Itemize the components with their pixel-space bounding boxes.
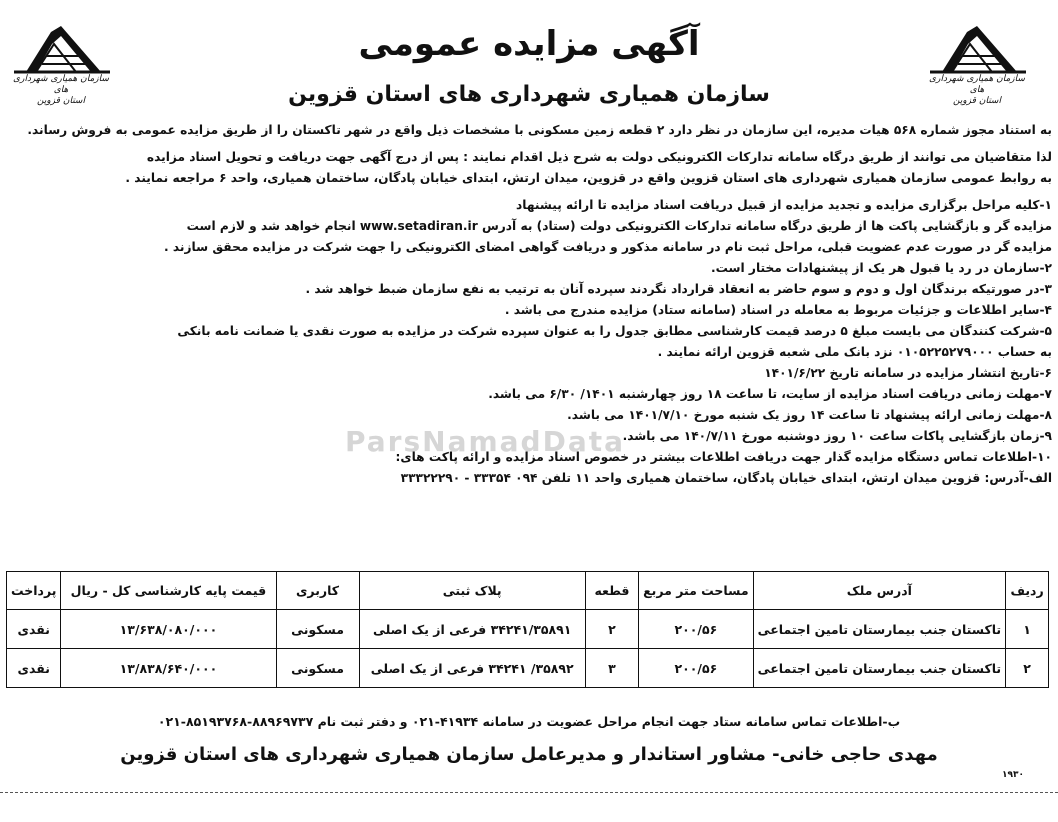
property-table <box>6 571 1049 688</box>
item-6: ۶-تاریخ انتشار مزایده در سامانه تاریخ ۱۴۰۱/۶/۲۲ <box>764 366 1052 380</box>
cell-row-number: ۱ <box>1006 610 1049 649</box>
item-1-line-1: ۱-کلیه مراحل برگزاری مزایده و تجدید مزایده از قبیل دریافت اسناد مزایده تا ارائه پیشنهاد <box>515 198 1052 212</box>
instructions-line-1: لذا متقاضیان می توانند از طریق درگاه سامانه تدارکات الکترونیکی دولت به شرح ذیل اقدام نمایند : پس از درج آگهی جهت دریافت و تحویل اسناد مزایده <box>146 150 1052 164</box>
item-5-line-2: به حساب ۰۱۰۵۲۲۵۲۷۹۰۰۰ نزد بانک ملی شعبه قزوین ارائه نمایند . <box>657 345 1052 359</box>
logo-caption-sub: استان قزوین <box>953 96 1001 106</box>
item-10: ۱۰-اطلاعات تماس دستگاه مزایده گذار جهت دریافت اطلاعات بیشتر در خصوص اسناد مزایده و ارائه پاکت های: <box>395 450 1052 464</box>
table-row <box>7 610 1049 649</box>
cell-payment: نقدی <box>7 649 61 688</box>
cell-payment: نقدی <box>7 610 61 649</box>
col-header-payment: پرداخت <box>7 572 61 610</box>
col-header-registration: پلاک ثبتی <box>359 572 585 610</box>
col-header-plot: قطعه <box>585 572 638 610</box>
announcement-body <box>6 120 1052 489</box>
col-header-area: مساحت متر مربع <box>639 572 753 610</box>
item-4: ۴-سایر اطلاعات و جزئیات مربوط به معامله در اسناد (سامانه ستاد) مزایده مندرج می باشد . <box>504 303 1052 317</box>
col-header-usage: کاربری <box>276 572 359 610</box>
ad-code: ۱۹۳۰ <box>1002 770 1024 780</box>
contact-address: الف-آدرس: قزوین میدان ارتش، ابتدای خیابان پادگان، ساختمان همیاری واحد ۱۱ تلفن ۰۹۴ ۳۳۳۵۴ - ۳۳۳۲۲۲۹۰ <box>400 471 1052 485</box>
logo-caption-sub: استان قزوین <box>37 96 85 106</box>
item-2: ۲-سازمان در رد یا قبول هر یک از پیشنهادات مختار است. <box>710 261 1052 275</box>
logo-caption: سازمان همیاری شهرداری های <box>13 74 109 95</box>
item-9: ۹-زمان بازگشایی پاکات ساعت ۱۰ روز دوشنبه مورخ ۱۴۰/۷/۱۱ می باشد. <box>622 429 1052 443</box>
intro-paragraph: به استناد مجوز شماره ۵۶۸ هیات مدیره، این سازمان در نظر دارد ۲ قطعه زمین مسکونی با مشخصات ذیل واقع در شهر تاکستان را از طریق مزایده عمومی به فروش رساند. <box>27 123 1052 137</box>
cell-plot: ۲ <box>585 610 638 649</box>
item-8: ۸-مهلت زمانی ارائه پیشنهاد تا ساعت ۱۴ روز یک شنبه مورخ ۱۴۰۱/۷/۱۰ می باشد. <box>567 408 1052 422</box>
cell-area: ۲۰۰/۵۶ <box>639 610 753 649</box>
cell-price: ۱۳/۶۳۸/۰۸۰/۰۰۰ <box>61 610 276 649</box>
page-title: آگهی مزایده عمومی <box>358 24 700 64</box>
logo-caption: سازمان همیاری شهرداری های <box>929 74 1025 95</box>
signature-line: مهدی حاجی خانی- مشاور استاندار و مدیرعامل سازمان همیاری شهرداری های استان قزوین <box>120 744 938 765</box>
col-header-price: قیمت پایه کارشناسی کل - ریال <box>61 572 276 610</box>
item-1-line-2: مزایده گر و بازگشایی پاکت ها از طریق درگاه سامانه تدارکات الکترونیکی دولت (ستاد) به آدرس www.setadiran.ir انجام خواهد شد و لازم است <box>186 219 1052 233</box>
col-header-row-number: ردیف <box>1006 572 1049 610</box>
item-1-line-3: مزایده گر در صورت عدم عضویت قبلی، مراحل ثبت نام در سامانه مذکور و دریافت گواهی امضای الکترونیکی را جهت شرکت در مزایده محقق سازند . <box>164 240 1052 254</box>
cell-usage: مسکونی <box>276 610 359 649</box>
cell-address: تاکستان جنب بیمارستان تامین اجتماعی <box>753 610 1006 649</box>
cut-line-divider <box>0 792 1058 793</box>
cell-price: ۱۳/۸۳۸/۶۴۰/۰۰۰ <box>61 649 276 688</box>
item-7: ۷-مهلت زمانی دریافت اسناد مزایده از سایت، تا ساعت ۱۸ روز چهارشنبه ۱۴۰۱/ ۶/۳۰ می باشد. <box>488 387 1052 401</box>
cell-registration: ۳۵۸۹۲/ ۳۴۲۴۱ فرعی از یک اصلی <box>359 649 585 688</box>
cell-plot: ۳ <box>585 649 638 688</box>
page-subtitle: سازمان همیاری شهرداری های استان قزوین <box>288 82 770 107</box>
item-5-line-1: ۵-شرکت کنندگان می بایست مبلغ ۵ درصد قیمت کارشناسی مطابق جدول را به عنوان سپرده شرکت در مزایده به صورت نقدی یا ضمانت نامه بانکی <box>177 324 1052 338</box>
cell-registration: ۳۴۲۴۱/۳۵۸۹۱ فرعی از یک اصلی <box>359 610 585 649</box>
watermark: ParsNamadData <box>345 425 625 458</box>
cell-row-number: ۲ <box>1006 649 1049 688</box>
instructions-line-2: به روابط عمومی سازمان همیاری شهرداری های استان قزوین واقع در قزوین، میدان ارتش، ابتدای خیابان پادگان، ساختمان همیاری، واحد ۶ مراجعه نمایند . <box>125 171 1052 185</box>
cell-address: تاکستان جنب بیمارستان تامین اجتماعی <box>753 649 1006 688</box>
table-header-row <box>7 572 1049 610</box>
item-3: ۳-در صورتیکه برندگان اول و دوم و سوم حاضر به انعقاد قرارداد نگردند سپرده آنان به ترتیب به نفع سازمان ضبط خواهد شد . <box>305 282 1052 296</box>
setad-contact-info: ب-اطلاعات تماس سامانه ستاد جهت انجام مراحل عضویت در سامانه ۴۱۹۳۴-۰۲۱ و دفتر ثبت نام ۸۸۹۶۹۷۳۷-۸۵۱۹۳۷۶۸-۰۲۱ <box>157 714 901 729</box>
cell-usage: مسکونی <box>276 649 359 688</box>
cell-area: ۲۰۰/۵۶ <box>639 649 753 688</box>
col-header-address: آدرس ملک <box>753 572 1006 610</box>
table-row <box>7 649 1049 688</box>
